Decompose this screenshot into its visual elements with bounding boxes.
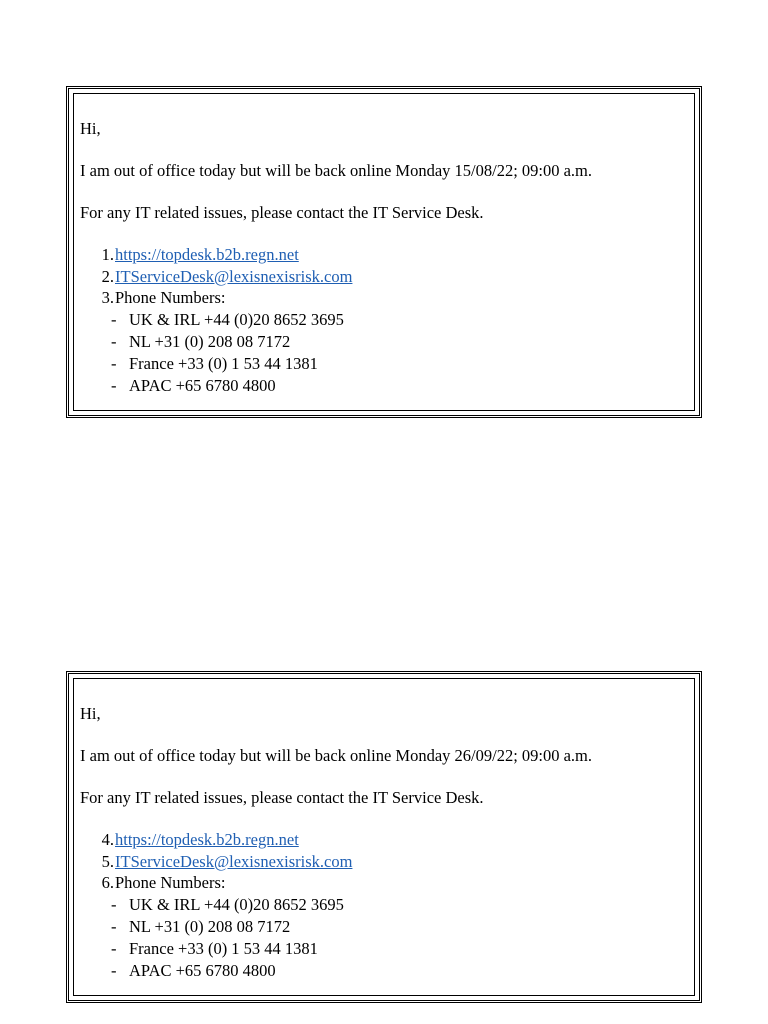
phone-numbers-heading: Phone Numbers: (115, 288, 226, 307)
phone-nl: NL +31 (0) 208 08 7172 (129, 916, 291, 936)
dash-bullet: - (111, 353, 117, 373)
phone-numbers-heading: Phone Numbers: (115, 873, 226, 892)
notice-body (73, 93, 695, 411)
phone-item (111, 353, 694, 375)
list-number: 2. (101, 266, 114, 286)
phone-item (111, 375, 694, 397)
dash-bullet: - (111, 916, 117, 936)
topdesk-link[interactable]: https://topdesk.b2b.regn.net (115, 830, 299, 849)
contact-instruction: For any IT related issues, please contact the IT Service Desk. (80, 788, 484, 807)
list-item (94, 851, 694, 873)
dash-bullet: - (111, 960, 117, 980)
list-item (94, 266, 694, 288)
phone-uk-irl: UK & IRL +44 (0)20 8652 3695 (129, 309, 344, 329)
list-item (94, 872, 694, 894)
dash-bullet: - (111, 309, 117, 329)
phone-apac: APAC +65 6780 4800 (129, 375, 276, 395)
dash-bullet: - (111, 331, 117, 351)
list-number: 5. (101, 851, 114, 871)
phone-item (111, 960, 694, 982)
phone-item (111, 331, 694, 353)
notice-body (73, 678, 695, 996)
phone-item (111, 938, 694, 960)
phone-list (80, 309, 694, 397)
list-item (94, 829, 694, 851)
contact-instruction: For any IT related issues, please contact the IT Service Desk. (80, 203, 484, 222)
phone-apac: APAC +65 6780 4800 (129, 960, 276, 980)
phone-item (111, 916, 694, 938)
service-desk-email-link[interactable]: ITServiceDesk@lexisnexisrisk.com (115, 266, 353, 286)
list-number: 6. (101, 873, 114, 892)
dash-bullet: - (111, 375, 117, 395)
out-of-office-message: I am out of office today but will be back online Monday 15/08/22; 09:00 a.m. (80, 161, 593, 180)
out-of-office-notice-1 (66, 86, 702, 418)
phone-item (111, 894, 694, 916)
phone-uk-irl: UK & IRL +44 (0)20 8652 3695 (129, 894, 344, 914)
list-item (94, 244, 694, 266)
list-item (94, 287, 694, 309)
dash-bullet: - (111, 894, 117, 914)
topdesk-link[interactable]: https://topdesk.b2b.regn.net (115, 245, 299, 264)
greeting: Hi, (80, 704, 101, 723)
greeting: Hi, (80, 119, 101, 138)
phone-nl: NL +31 (0) 208 08 7172 (129, 331, 291, 351)
service-desk-email-link[interactable]: ITServiceDesk@lexisnexisrisk.com (115, 851, 353, 871)
list-number: 1. (101, 245, 114, 264)
phone-list (80, 894, 694, 982)
dash-bullet: - (111, 938, 117, 958)
out-of-office-message: I am out of office today but will be back online Monday 26/09/22; 09:00 a.m. (80, 746, 593, 765)
phone-france: France +33 (0) 1 53 44 1381 (129, 938, 318, 958)
out-of-office-notice-2 (66, 671, 702, 1003)
phone-france: France +33 (0) 1 53 44 1381 (129, 353, 318, 373)
list-number: 4. (101, 830, 114, 849)
contact-list (80, 829, 694, 894)
contact-list (80, 244, 694, 309)
list-number: 3. (101, 288, 114, 307)
phone-item (111, 309, 694, 331)
